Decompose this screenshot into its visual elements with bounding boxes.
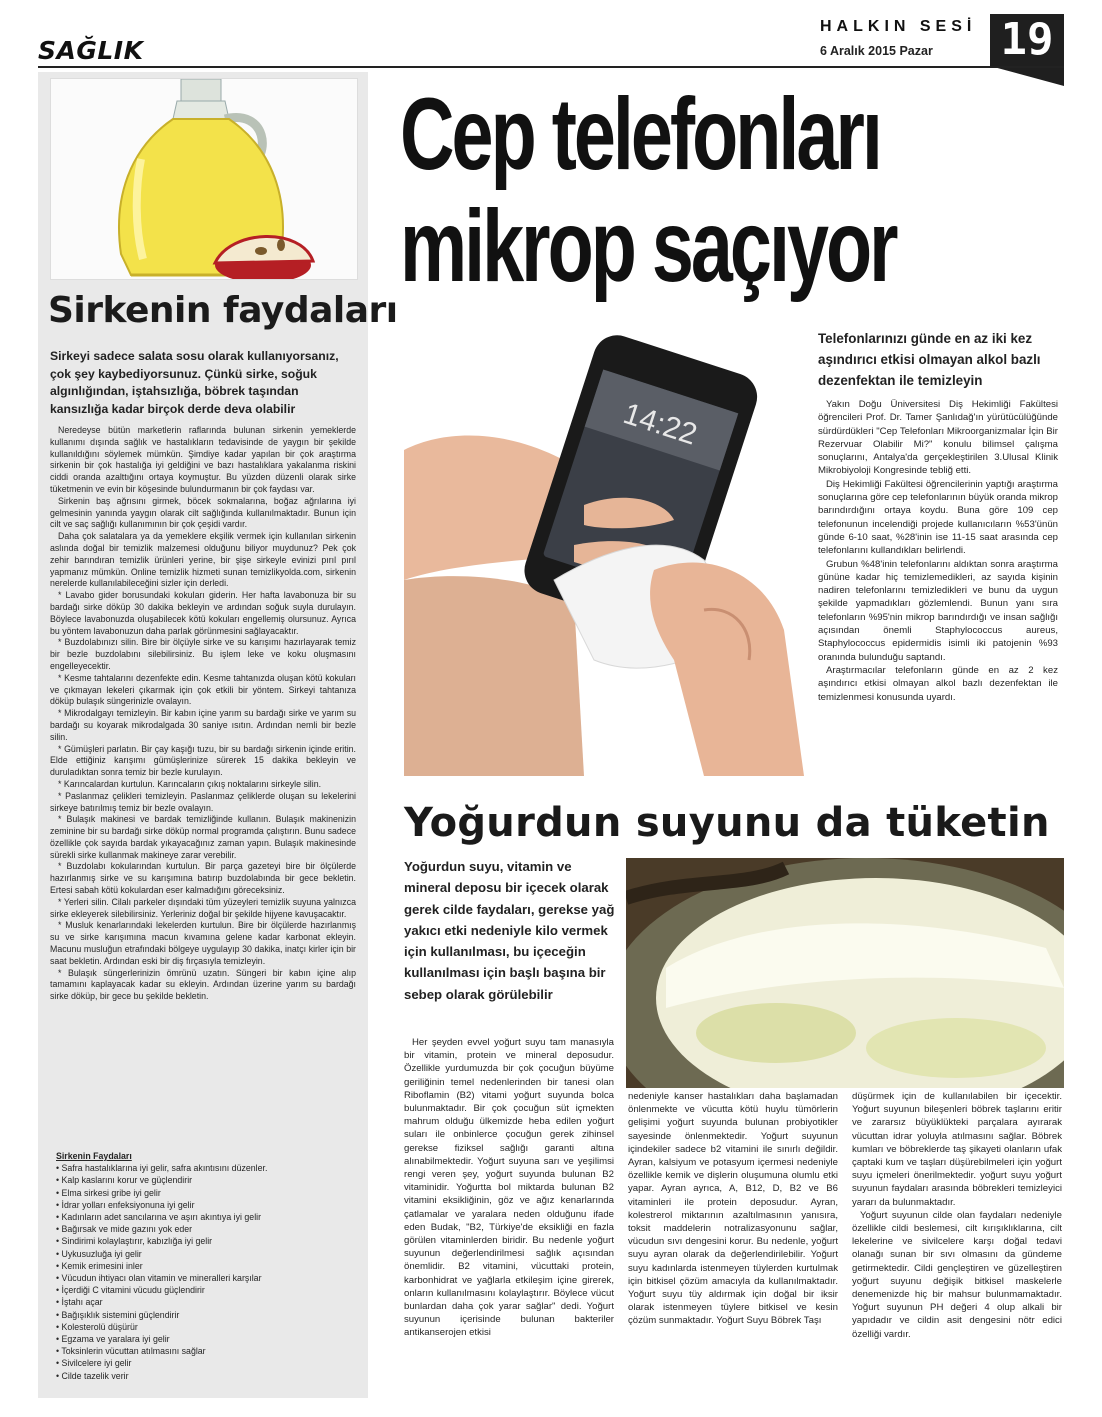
paragraph: * Yerleri silin. Cilalı parkeler dışındaki tüm yüzeyleri temizlik suyuna yalnızca sirke ekleyerek silebilirsiniz. Yerleriniz doğal bir şekilde hijyene kavuşacaktır. [50, 896, 356, 919]
paragraph: Neredeyse bütün marketlerin raflarında bulunan sirkenin yemeklerde kullanımı dışında sağlık ve hastalıkların tedavisinde de yaygın bir şekilde kullanıldığını söylemek mümkün. Şimdiye kadar yapılan bir çok araştırma sirkenin bir çok hastalığa iyi geldiğini ve bazı hastalıklara yakalanma riskini ciddi oranda azalttığını ortaya koymuştur. Bu yüzden düzenli olarak sirke tüketmenin ve evin bir köşesinde bulundurmanın bir çok faydası var. [50, 425, 356, 494]
yogurt-photo [626, 858, 1064, 1088]
article-body [818, 398, 1058, 704]
paragraph: Diş Hekimliği Fakültesi öğrencilerinin yaptığı araştırma sonuçlarına göre cep telefonlarının büyük oranda mikrop barındırdığını ortaya koydu. Buna göre 109 cep telefonunun incelendiği projede kullanıcıların %53'ünün günde 6-10 saat, %28'inin ise 11-15 saat arasında cep telefonlarını kullandıkları belirlendi. [818, 478, 1058, 557]
paragraph: * Bulaşık süngerlerinizin ömrünü uzatın. Süngeri bir kabın içine alıp tamamını kaplayacak kadar su ekleyin. Ardından üzerine yarım su bardağı sirke döküp, bir gece bu şekilde bekletin. [50, 967, 356, 1002]
paragraph: * Bulaşık makinesi ve bardak temizliğinde kullanın. Bulaşık makinenizin zeminine bir su bardağı sirke döküp normal programda çalıştırın. Bunu sadece özellikle çok sayıda bardak yıkayacağınız zaman yapın. Bulaşık makinesinde sürekli sirke kullanmak makineye zarar verebilir. [50, 814, 356, 860]
paragraph: * Musluk kenarlarındaki lekelerden kurtulun. Bire bir ölçülerde hazırlanmış su ve sirke karışımına macun kıvamına gelene kadar karbonat ekleyin. Macunu musluğun etrafındaki bölgeye uygulayıp 30 dakika, inatçı kirler için bir saat bekletin. Ardından eski bir diş fırçasıyla temizleyin. [50, 920, 356, 966]
paragraph: Araştırmacılar telefonların günde en az 2 kez aşındırıcı etkisi olmayan alkol bazlı dezenfektan ile temizlenmesi konusunda uyardı. [818, 664, 1058, 703]
phone-cleaning-photo [404, 330, 804, 776]
article-body [50, 425, 356, 1003]
benefits-list [50, 1150, 356, 1382]
page-tab-decoration [990, 66, 1064, 86]
list-item: • Elma sirkesi gribe iyi gelir [56, 1187, 356, 1199]
paragraph: * Gümüşleri parlatın. Bir çay kaşığı tuzu, bir su bardağı sirkenin içinde eritin. Elde ettiğiniz karışımı gümüşlerinize sürerek 15 dakika bekleyin ve duruladıktan sonra temiz bir bezle kurulayın. [50, 743, 356, 778]
paragraph: düşürmek için de kullanılabilen bir içecektir. Yoğurt suyunun bileşenleri böbrek taşlarını eritir ve zararsız büyüklükteki parçalara ayırarak vücuttan idrar yoluyla atılmasını sağlar. Böbrek kumları ve böbreklerde taş şikayeti olanların ufak çaptaki kum ve taşları düşürebilmeleri için yoğurt suyu içmeleri önerilmektedir. yoğurt suyu yoğurt suyunun faydaları arasında böbrekleri temizleyici yararı da bulunmaktadır. [852, 1091, 1062, 1208]
vinegar-bottle-photo [50, 78, 358, 280]
list-item: • İçerdiği C vitamini vücudu güçlendirir [56, 1284, 356, 1296]
list-item: • Uykusuzluğa iyi gelir [56, 1248, 356, 1260]
main-headline [400, 77, 896, 303]
article-title: Sirkenin faydaları [48, 290, 398, 331]
article-column [852, 1090, 1062, 1341]
benefits-heading: Sirkenin Faydaları [56, 1151, 132, 1161]
paragraph: * Buzdolabı kokularından kurtulun. Bir parça gazeteyi bire bir ölçülerde hazırlanmış sirke ve su karışımına batırıp buzdolabında bir gece bekletin. Ertesi sabah kötü kokulardan eser kalmadığını göreceksiniz. [50, 861, 356, 896]
list-item: • Sindirimi kolaylaştırır, kabızlığa iyi gelir [56, 1235, 356, 1247]
list-item: • İştahı açar [56, 1296, 356, 1308]
paragraph: Daha çok salatalara ya da yemeklere ekşilik vermek için kullanılan sirkenin aslında doğal bir temizlik malzemesi olduğunu biliyor muydunuz? Pek çok zehir barındıran temizlik ürünleri yerine, bir şişe sirkeyle evinizi pırıl pırıl yapmanız mümkün. Online temizlik hizmeti sunan temizlikyolda.com, sirkenin nerelerde kullanılabileceğini sizler için derledi. [50, 531, 356, 589]
paragraph: * Paslanmaz çelikleri temizleyin. Paslanmaz çeliklerde oluşan su lekelerini sirkeye batırılmış temiz bir bezle ovalayın. [50, 790, 356, 813]
paragraph: * Karıncalardan kurtulun. Karıncaların çıkış noktalarını sirkeyle silin. [58, 778, 322, 789]
list-item: • Safra hastalıklarına iyi gelir, safra akıntısını düzenler. [56, 1162, 356, 1174]
list-item: • Toksinlerin vücuttan atılmasını sağlar [56, 1345, 356, 1357]
paragraph: Sirkenin baş ağrısını girmek, böcek sokmalarına, boğaz ağrılarına iyi gelmesinin yanında yaygın olarak cilt sağlığında kullanılmaktadır. Bunun için cilt ve saç sağlığı kullanımının bir çok çeşidi vardır. [50, 495, 356, 530]
article-lead: Yoğurdun suyu, vitamin ve mineral deposu bir içecek olarak gerek cilde faydaları, gerekse yağ yakıcı etki nedeniyle kilo vermek için kullanılması, bu içeceğin kullanılması için başlı başına bir sebep olarak görülebilir [404, 859, 615, 1002]
article-lead: Telefonlarınızı günde en az iki kez aşındırıcı etkisi olmayan alkol bazlı dezenfektan ile temizleyin [818, 331, 1041, 388]
list-item: • Kolesterolü düşürür [56, 1321, 356, 1333]
list-item: • Bağışıklık sistemini güçlendirir [56, 1309, 356, 1321]
paragraph: Her şeyden evvel yoğurt suyu tam manasıyla bir vitamin, protein ve mineral deposudur. Özellikle yurdumuzda bir çok çocuğun büyüme geriliğinin temel nedenlerinden bir tanesi olan Riboflamin (B2) vitami yoğurt suyunda bolca bulunmaktadır. Bir çok çocuğun süt içmekten mahrum olduğu ülkemizde heba edilen yoğurt suları ile onbinlerce çocuğun gerek zihinsel gerekse fiziksel sağlığı garanti altına alınabilmektedir. Yoğurt suyuna sarı ve yeşilimsi rengi veren şey, yoğurt suyunda bulunan B2 vitaminidir. Yoğurtta bol miktarda bulunan B2 vitamini eksikliğinin, göz ve ağız kenarlarında çatlamalar ve yaralara neden olduğunu ifade eden Budak, "B2, Türkiye'de eksikliği en fazla görülen vitaminlerden biridir. Bu nedenle yoğurt suyunun değerlendirilmesi sağlık açısından önemlidir. B2 vitamini, vücuttaki protein, karbonhidrat ve yağlarla etkileşim içine girerek, onların kullanılmasını kolaylaştırır. Böylece vücut bunlardan daha çok yarar sağlar" dedi. Yoğurt suyunun içerisinde bulunan bakteriler antikanserojen etkisi [404, 1037, 614, 1339]
paragraph: * Lavabo gider borusundaki kokuları giderin. Her hafta lavabonuza bir su bardağı sirke döküp 30 dakika bekleyin ve ardından soğuk suyla durulayın. Böylece lavabonuzda oluşabilecek kötü kokuları engellemiş olursunuz. Ayrıca bu yöntem lavabonuzun daha parlak görünmesini sağlayacaktır. [50, 590, 356, 636]
list-item: • Kemik erimesini inler [56, 1260, 356, 1272]
article-column [628, 1090, 838, 1328]
article-column [404, 1036, 614, 1340]
newspaper-name: HALKIN SESİ [820, 18, 977, 35]
paragraph: Yoğurt suyunun cilde olan faydaları nedeniyle özellikle cildi beslemesi, cilt kırışıklıklarına, cilt lekelerine ve sivilcelere karşı doğal tedavi olanağı sunan bir sıvı olmasını da gündeme getirmektedir. Cildi gençleştiren ve güzelleştiren yoğurt suyunu değişik bitkisel maskelerle denemenizde hiç bir mahsur bulunmamaktadır. Yoğurt suyunun PH değeri 4 olup alkali bir yapıdadır ve cildin asit dengesini nötr edici özelliği vardır. [852, 1209, 1062, 1340]
paragraph: * Kesme tahtalarını dezenfekte edin. Kesme tahtanızda oluşan kötü kokuları ve çıkmayan lekeleri çıkarmak için çok etkili bir yöntem. Sirkeyi tahtanıza döküp bulaşık süngerinizle ovalayın. [50, 672, 356, 707]
section-label: SAĞLIK [38, 36, 144, 65]
paragraph: nedeniyle kanser hastalıkları daha başlamadan önlenmekte ve vücutta kötü huylu tümörlerin gelişimi yoğurt suyunda bulunan probiyotikler sayesinde önlenmektedir. Yoğurt suyunun içindekiler sadece b2 vitamini ile sınırlı değildir. Ayran, kalsiyum ve potasyum içermesi nedeniyle özellikle kemik ve dişlerin oluşumuna olumlu etki yapar. Ayran ayrıca, A, B12, D, B2 ve B6 vitaminleri ile protein deposudur. Ayran, kolestrerol miktarının azaltılmasının yanısıra, toksit maddelerin notralizasyonunu sağlar, vücudun sıvı dengesini korur. Bu nedenle, yoğurt suyu ayran olarak da değerlendirilebilir. Yoğurt suyu kadınlarda istenmeyen tüylerden kurtulmak için bitkisel çözüm amacıyla da kullanılmaktadır. Yoğurt suyu tüy aldırmak için doğal bir iksir olarak istenmeyen tüylere bitkisel ve kesin çözüm sunmaktadır. Yoğurt Suyu Böbrek Taşı [628, 1091, 838, 1327]
header-rule [38, 66, 1064, 68]
list-item: • Bağırsak ve mide gazını yok eder [56, 1223, 356, 1235]
list-item: • Sivilcelere iyi gelir [56, 1357, 356, 1369]
page-number: 19 [990, 14, 1064, 66]
list-item: • Kadınların adet sancılarına ve aşırı akıntıya iyi gelir [56, 1211, 356, 1223]
article-lead: Sirkeyi sadece salata sosu olarak kullanıyorsanız, çok şey kaybediyorsunuz. Çünkü sirke, soğuk algınlığından, iştahsızlığa, böbrek taşından kansızlığa kadar birçok derde deva olabilir [50, 349, 339, 416]
issue-date: 6 Aralık 2015 Pazar [820, 44, 933, 58]
headline-line: mikrop saçıyor [400, 189, 896, 303]
list-item: • Egzama ve yaralara iyi gelir [56, 1333, 356, 1345]
list-item: • Vücudun ihtiyacı olan vitamin ve mineralleri karşılar [56, 1272, 356, 1284]
article-title: Yoğurdun suyunu da tüketin [404, 800, 1050, 846]
headline-line: Cep telefonları [400, 77, 880, 191]
list-item: • Cilde tazelik verir [56, 1370, 356, 1382]
paragraph: Yakın Doğu Üniversitesi Diş Hekimliği Fakültesi öğrencileri Prof. Dr. Tamer Şanlıdağ'ın yürütücülüğünde sürdürdükleri "Cep Telefonları Mikroorganizmalar İçin Bir Rezervuar Olabilir Mi?" konulu bilimsel çalışma sonuçlarını, Antalya'da gerçekleştirilen 3.Ulusal Klinik Mikrobiyoloji Kongresinde tebliğ etti. [818, 399, 1058, 477]
paragraph: * Buzdolabınızı silin. Bire bir ölçüyle sirke ve su karışımı hazırlayarak temiz bir bezle buzdolabını silebilirsiniz. Bu işlem leke ve koku oluşmasını engelleyecektir. [50, 637, 356, 671]
paragraph: Grubun %48'inin telefonlarını aldıktan sonra araştırma gününe kadar hiç temizlemedikleri, az sayıda kişinin nadiren telefonlarını temizledikleri ve bunu da uygun şekilde yapmadıkları gözlemlendi. Bunun yanı sıra telefonların %95'nin mikrop barındırdığı ve insan sağlığı açısından önemli Staphylococcus aureus, Staphylococcus epidermidis isimli iki patojenin %93 oranında bulunduğu saptandı. [818, 558, 1058, 663]
list-item: • Kalp kaslarını korur ve güçlendirir [56, 1174, 356, 1186]
paragraph: * Mikrodalgayı temizleyin. Bir kabın içine yarım su bardağı sirke ve yarım su bardağı su koyarak mikrodalgada 30 saniye ısıtın. Ardından nemli bir bezle silin. [50, 708, 356, 742]
list-item: • İdrar yolları enfeksiyonuna iyi gelir [56, 1199, 356, 1211]
phone-screen-time: 14:22 [619, 396, 701, 452]
